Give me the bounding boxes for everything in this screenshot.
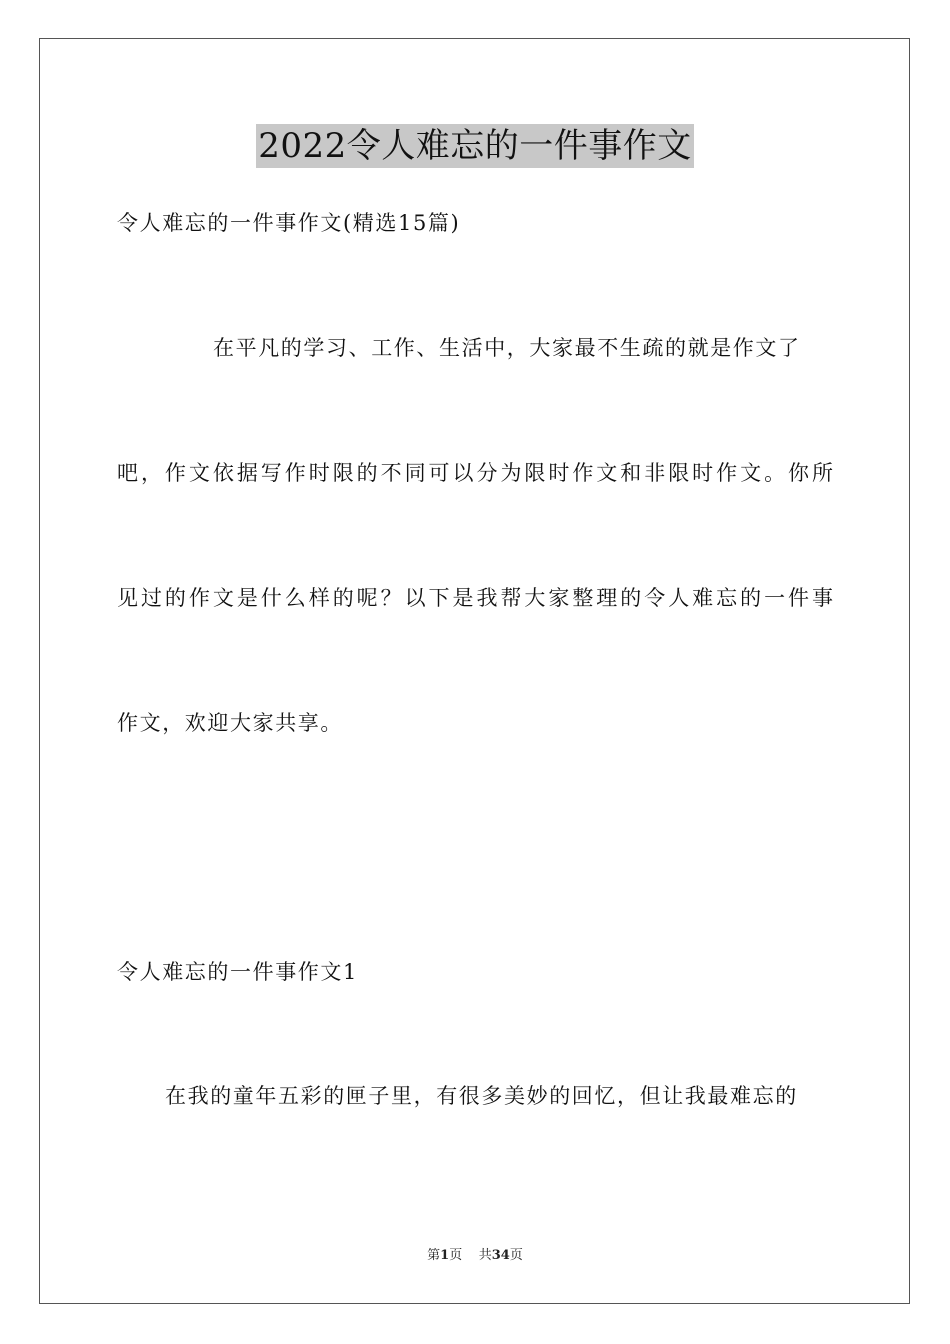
intro-line-1 bbox=[213, 333, 833, 363]
intro-line-4: 作文，欢迎大家共享。 bbox=[117, 711, 343, 735]
intro-line-text: 在平凡的学习、工作、生活中，大家最不生疏的就是作文了 bbox=[213, 336, 801, 360]
footer-total-pages: 34 bbox=[491, 1248, 510, 1263]
footer-page-prefix: 第 bbox=[427, 1248, 441, 1263]
footer-total-suffix: 页 bbox=[509, 1248, 523, 1263]
title-container bbox=[0, 124, 950, 168]
intro-line-3: 见过的作文是什么样的呢？以下是我帮大家整理的令人难忘的一件事 bbox=[117, 586, 833, 610]
section-heading: 令人难忘的一件事作文1 bbox=[117, 960, 358, 984]
document-subtitle: 令人难忘的一件事作文(精选15篇) bbox=[117, 211, 461, 235]
footer-page-number: 1 bbox=[440, 1248, 450, 1263]
page-footer bbox=[0, 1246, 950, 1266]
section-paragraph-line bbox=[165, 1081, 833, 1111]
intro-line-2: 吧，作文依据写作时限的不同可以分为限时作文和非限时作文。你所 bbox=[117, 461, 833, 485]
footer-page-suffix: 页 bbox=[449, 1248, 463, 1263]
footer-total-prefix: 共 bbox=[478, 1248, 492, 1263]
section-paragraph-text: 在我的童年五彩的匣子里，有很多美妙的回忆，但让我最难忘的 bbox=[165, 1084, 798, 1108]
document-title: 2022令人难忘的一件事作文 bbox=[258, 126, 692, 166]
